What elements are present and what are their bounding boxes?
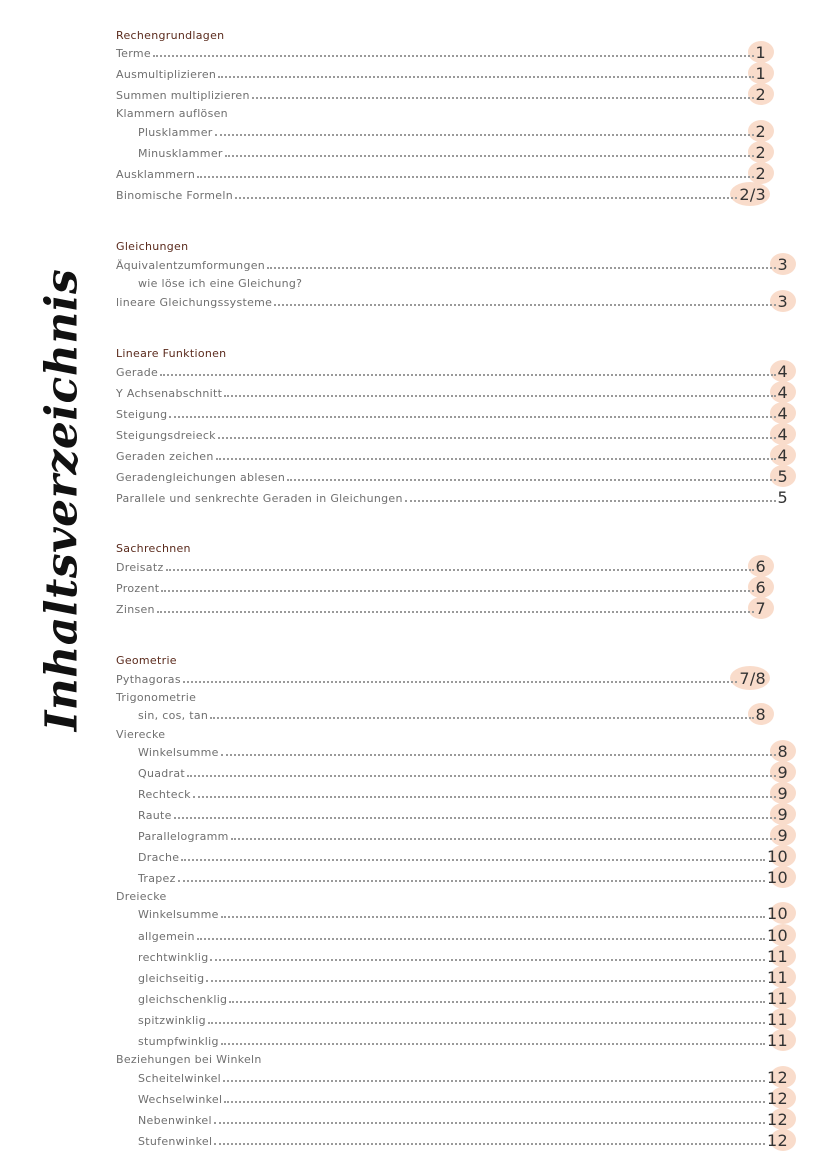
dot-leader (193, 796, 776, 798)
page-number: 2 (756, 167, 766, 181)
dot-leader (178, 880, 765, 882)
page-number: 12 (767, 1092, 788, 1106)
page-number: 6 (756, 560, 766, 574)
section-heading: Geometrie (116, 654, 177, 667)
toc-entry[interactable] (116, 467, 788, 486)
toc-entry[interactable] (138, 705, 766, 724)
page-number: 12 (767, 1113, 788, 1127)
entry-label: Trapez (138, 872, 176, 885)
page-number: 3 (778, 258, 788, 272)
entry-label: Äquivalentzumformungen (116, 259, 266, 272)
toc-entry[interactable] (138, 1031, 788, 1050)
dot-leader (215, 134, 754, 136)
page-number: 8 (756, 708, 766, 722)
page-number: 6 (756, 581, 766, 595)
entry-label: Prozent (116, 582, 160, 595)
entry-label: Dreisatz (116, 561, 164, 574)
dot-leader (287, 479, 775, 481)
entry-label: allgemein (138, 930, 195, 943)
toc-entry[interactable] (116, 64, 766, 83)
page-number: 12 (767, 1134, 788, 1148)
toc-entry[interactable] (138, 742, 788, 761)
entry-label: Plusklammer (138, 126, 213, 139)
entry-label: Geraden zeichen (116, 450, 214, 463)
toc-entry[interactable] (116, 362, 788, 381)
dot-leader (224, 1101, 765, 1103)
toc-entry[interactable] (116, 85, 766, 104)
page-number: 7 (756, 602, 766, 616)
toc-entry[interactable] (138, 826, 788, 845)
page-number: 11 (767, 1013, 788, 1027)
entry-label: Scheitelwinkel (138, 1072, 221, 1085)
dot-leader (197, 938, 765, 940)
entry-label: gleichschenklig (138, 993, 228, 1006)
dot-leader (166, 569, 754, 571)
dot-leader (157, 611, 754, 613)
entry-label: Geradengleichungen ablesen (116, 471, 286, 484)
entry-label: Summen multiplizieren (116, 89, 250, 102)
page-number: 4 (778, 449, 788, 463)
page-number: 11 (767, 1034, 788, 1048)
dot-leader (208, 1022, 765, 1024)
page-number: 2 (756, 125, 766, 139)
dot-leader (221, 1043, 765, 1045)
entry-label: Steigung (116, 408, 168, 421)
entry-label: Wechselwinkel (138, 1093, 223, 1106)
page-number: 9 (778, 829, 788, 843)
dot-leader (221, 754, 776, 756)
dot-leader (187, 775, 775, 777)
page-number: 4 (778, 428, 788, 442)
toc-group-label: Vierecke (116, 728, 166, 741)
toc-entry[interactable] (138, 143, 766, 162)
entry-label: Minusklammer (138, 147, 223, 160)
dot-leader (181, 859, 765, 861)
page-number: 3 (778, 295, 788, 309)
toc-entry[interactable] (116, 404, 788, 423)
page-number: 10 (767, 907, 788, 921)
entry-label: lineare Gleichungssysteme (116, 296, 273, 309)
toc-entry[interactable] (116, 164, 766, 183)
dot-leader (224, 395, 775, 397)
toc-entry[interactable] (116, 292, 788, 311)
page-number: 4 (778, 365, 788, 379)
page-number: 9 (778, 787, 788, 801)
page-number: 2 (756, 88, 766, 102)
entry-label: Winkelsumme (138, 746, 219, 759)
toc-group-label: Klammern auflösen (116, 107, 228, 120)
entry-label: Terme (116, 47, 151, 60)
page-number: 10 (767, 850, 788, 864)
entry-label: Steigungsdreieck (116, 429, 216, 442)
dot-leader (210, 717, 753, 719)
toc-group-label: Dreiecke (116, 890, 167, 903)
toc-entry[interactable] (138, 904, 788, 923)
dot-leader (235, 197, 737, 199)
entry-label: spitzwinklig (138, 1014, 206, 1027)
page-number: 10 (767, 929, 788, 943)
toc-entry[interactable] (138, 989, 788, 1008)
page-title: Inhaltsverzeichnis (36, 268, 88, 732)
entry-label: Winkelsumme (138, 908, 219, 921)
entry-label: Y Achsenabschnitt (116, 387, 223, 400)
entry-label: gleichseitig (138, 972, 205, 985)
page-number: 1 (756, 67, 766, 81)
page-number: 5 (778, 470, 788, 484)
page-number: 9 (778, 766, 788, 780)
entry-label: sin, cos, tan (138, 709, 209, 722)
entry-label: Drache (138, 851, 180, 864)
entry-label: Quadrat (138, 767, 186, 780)
page-number: 9 (778, 808, 788, 822)
toc-note: wie löse ich eine Gleichung? (138, 277, 303, 290)
toc-entry[interactable] (138, 763, 788, 782)
page-number: 4 (778, 407, 788, 421)
page-number: 11 (767, 992, 788, 1006)
dot-leader (225, 155, 754, 157)
toc-entry[interactable] (116, 425, 788, 444)
toc-entry[interactable] (116, 446, 788, 465)
dot-leader (274, 304, 775, 306)
dot-leader (221, 916, 765, 918)
page-number: 11 (767, 950, 788, 964)
toc-entry[interactable] (138, 968, 788, 987)
toc-entry[interactable] (138, 784, 788, 803)
dot-leader (210, 959, 765, 961)
dot-leader (183, 681, 737, 683)
toc-entry[interactable] (116, 43, 766, 62)
page-number: 2/3 (739, 188, 766, 202)
toc-entry[interactable] (116, 599, 766, 618)
toc-entry[interactable] (138, 1089, 788, 1108)
toc-entry[interactable] (138, 868, 788, 887)
section-heading: Gleichungen (116, 240, 189, 253)
entry-label: rechtwinklig (138, 951, 209, 964)
toc-entry[interactable] (138, 947, 788, 966)
entry-label: Parallele und senkrechte Geraden in Gleichungen (116, 492, 403, 505)
toc-entry[interactable] (138, 1131, 788, 1150)
entry-label: Ausmultiplizieren (116, 68, 217, 81)
entry-label: Rechteck (138, 788, 191, 801)
toc-entry[interactable] (116, 578, 766, 597)
toc-group-label: Trigonometrie (116, 691, 197, 704)
entry-label: Binomische Formeln (116, 189, 233, 202)
entry-label: Gerade (116, 366, 159, 379)
entry-label: Ausklammern (116, 168, 196, 181)
dot-leader (405, 500, 776, 502)
page-number: 11 (767, 971, 788, 985)
dot-leader (214, 1143, 765, 1145)
page-number: 10 (767, 871, 788, 885)
toc-entry[interactable] (138, 926, 788, 945)
dot-leader (218, 437, 776, 439)
toc-group-label: Beziehungen bei Winkeln (116, 1053, 262, 1066)
dot-leader (231, 838, 776, 840)
toc-entry[interactable] (116, 557, 766, 576)
entry-label: Parallelogramm (138, 830, 229, 843)
page-number: 4 (778, 386, 788, 400)
toc-entry[interactable] (138, 1010, 788, 1029)
entry-label: Stufenwinkel (138, 1135, 213, 1148)
toc-entry[interactable] (116, 383, 788, 402)
dot-leader (160, 374, 775, 376)
toc-entry[interactable] (138, 1110, 788, 1129)
dot-leader (223, 1080, 765, 1082)
toc-entry[interactable] (138, 847, 788, 866)
dot-leader (169, 416, 775, 418)
dot-leader (267, 267, 775, 269)
section-heading: Lineare Funktionen (116, 347, 227, 360)
section-heading: Sachrechnen (116, 542, 191, 555)
dot-leader (174, 817, 776, 819)
toc-entry[interactable] (116, 488, 788, 507)
page-number: 1 (756, 46, 766, 60)
entry-label: Zinsen (116, 603, 155, 616)
toc-entry[interactable] (138, 1068, 788, 1087)
dot-leader (214, 1122, 765, 1124)
page-number: 2 (756, 146, 766, 160)
entry-label: Raute (138, 809, 172, 822)
page-number: 8 (778, 745, 788, 759)
page-number: 7/8 (739, 672, 766, 686)
dot-leader (229, 1001, 765, 1003)
toc-entry[interactable] (116, 185, 766, 204)
entry-label: stumpfwinklig (138, 1035, 219, 1048)
page-number: 5 (777, 488, 788, 507)
dot-leader (206, 980, 765, 982)
dot-leader (161, 590, 753, 592)
dot-leader (197, 176, 753, 178)
toc-entry[interactable] (138, 122, 766, 141)
toc-entry[interactable] (138, 805, 788, 824)
dot-leader (218, 76, 753, 78)
entry-label: Nebenwinkel (138, 1114, 212, 1127)
toc-entry[interactable] (116, 669, 766, 688)
section-heading: Rechengrundlagen (116, 29, 225, 42)
dot-leader (252, 97, 754, 99)
dot-leader (216, 458, 776, 460)
page-number: 12 (767, 1071, 788, 1085)
entry-label: Pythagoras (116, 673, 181, 686)
dot-leader (153, 55, 754, 57)
toc-entry[interactable] (116, 255, 788, 274)
